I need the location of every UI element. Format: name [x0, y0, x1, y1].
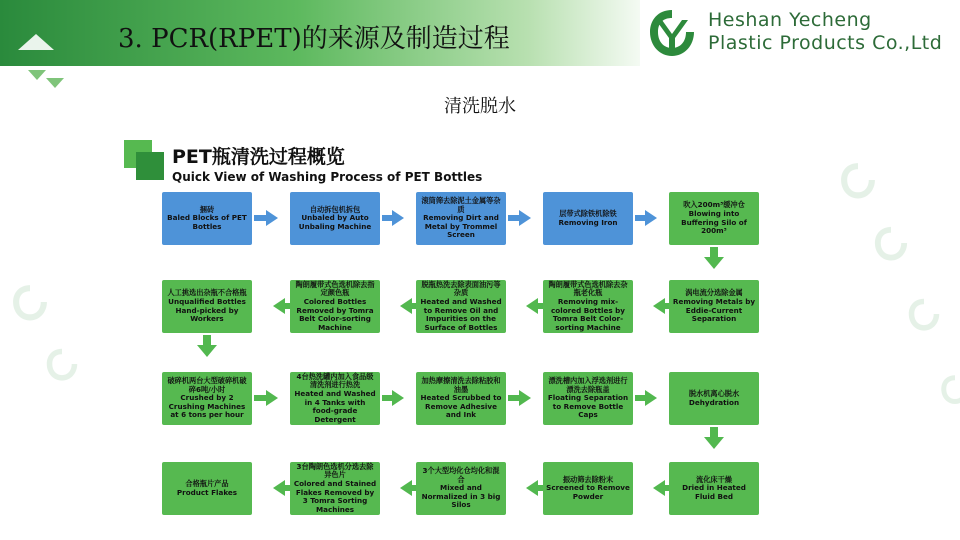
step-buffering-silo: 吹入200m³缓冲仓 Blowing into Buffering Silo of 200m³ [669, 192, 759, 245]
yecheng-logo-icon [648, 6, 696, 58]
step-silos-mixing: 3个大型均化仓均化和混合 Mixed and Normalized in 3 big Silos [416, 462, 506, 515]
arrow-shaft [537, 303, 543, 309]
arrow-right-icon [645, 390, 657, 406]
arrow-shaft [411, 303, 416, 309]
watermark-logo-icon [906, 296, 942, 332]
step-product-flakes: 合格瓶片产品 Product Flakes [162, 462, 252, 515]
arrow-right-icon [392, 210, 404, 226]
arrow-down-icon [704, 437, 724, 449]
arrow-shaft [664, 485, 669, 491]
arrow-right-icon [519, 210, 531, 226]
arrow-right-icon [266, 210, 278, 226]
step-hand-picked: 人工挑选出杂瓶不合格瓶 Unqualified Bottles Hand-picked by Workers [162, 280, 252, 333]
arrow-down-icon [704, 257, 724, 269]
watermark-logo-icon [10, 282, 50, 322]
arrow-right-icon [645, 210, 657, 226]
step-dehydration: 脱水机离心脱水 Dehydration [669, 372, 759, 425]
arrow-shaft [537, 485, 543, 491]
step-hot-wash-tanks: 4台热洗罐内加入食品级清洗剂进行热洗 Heated and Washed in 4 Tanks with food-grade Detergent [290, 372, 380, 425]
page-title: 3. PCR(RPET)的来源及制造过程 [118, 24, 510, 54]
step-crushing: 破碎机两台大型破碎机破碎6吨/小时 Crushed by 2 Crushing Machines at 6 tons per hour [162, 372, 252, 425]
section-title: PET瓶清洗过程概览 [172, 146, 345, 168]
arrow-shaft [710, 247, 718, 257]
arrow-down-icon [197, 345, 217, 357]
step-removing-iron: 层带式除铁机除铁 Removing Iron [543, 192, 633, 245]
step-fluid-bed-drying: 流化床干燥 Dried in Heated Fluid Bed [669, 462, 759, 515]
step-baled-blocks: 捆砖 Baled Blocks of PET Bottles [162, 192, 252, 245]
watermark-logo-icon [872, 224, 910, 262]
step-eddie-current: 涡电流分选除金属 Removing Metals by Eddie-Current Separation [669, 280, 759, 333]
section-subtitle: Quick View of Washing Process of PET Bottles [172, 170, 483, 184]
arrow-right-icon [266, 390, 278, 406]
company-name-line2: Plastic Products Co.,Ltd [708, 32, 943, 54]
arrow-shaft [710, 427, 718, 437]
watermark-logo-icon [838, 160, 878, 200]
arrow-shaft [664, 303, 669, 309]
company-name-line1: Heshan Yecheng [708, 9, 872, 31]
section-squares-icon [124, 140, 164, 180]
step-floating-separation: 漂洗槽内加入浮选剂进行漂洗去除瓶盖 Floating Separation to Remove Bottle Caps [543, 372, 633, 425]
arrow-shaft [284, 303, 290, 309]
step-scrubbed: 加热摩擦清洗去除粘胶和油墨 Heated Scrubbed to Remove Adhesive and Ink [416, 372, 506, 425]
step-trommel-screen: 滚筒筛去除泥土金属等杂质 Removing Dirt and Metal by Trommel Screen [416, 192, 506, 245]
step-screened-powder: 振动筛去除粉末 Screened to Remove Powder [543, 462, 633, 515]
arrow-shaft [284, 485, 290, 491]
step-color-sorting-mixed: 陶朗履带式色选机除去杂瓶老化瓶 Removing mix-colored Bottles by Tomra Belt Color-sorting Machine [543, 280, 633, 333]
arrow-right-icon [392, 390, 404, 406]
step-hot-wash-surface: 脱瓶热洗去除表面油污等杂质 Heated and Washed to Remove Oil and Impurities on the Surface of Bottles [416, 280, 506, 333]
watermark-logo-icon [940, 372, 960, 406]
triangle-decoration-icon [10, 30, 80, 90]
step-color-sorting-specified: 陶朗履带式色选机除去指定颜色瓶 Colored Bottles Removed by Tomra Belt Color-sorting Machine [290, 280, 380, 333]
arrow-shaft [203, 335, 211, 345]
step-auto-unbaling: 自动拆包机拆包 Unbaled by Auto Unbaling Machine [290, 192, 380, 245]
step-tomra-sorting-flakes: 3台陶朗色选机分选去除异色片 Colored and Stained Flakes Removed by 3 Tomra Sorting Machines [290, 462, 380, 515]
arrow-right-icon [519, 390, 531, 406]
arrow-shaft [411, 485, 416, 491]
slide-subtitle: 清洗脱水 [444, 96, 516, 117]
watermark-logo-icon [44, 346, 80, 382]
